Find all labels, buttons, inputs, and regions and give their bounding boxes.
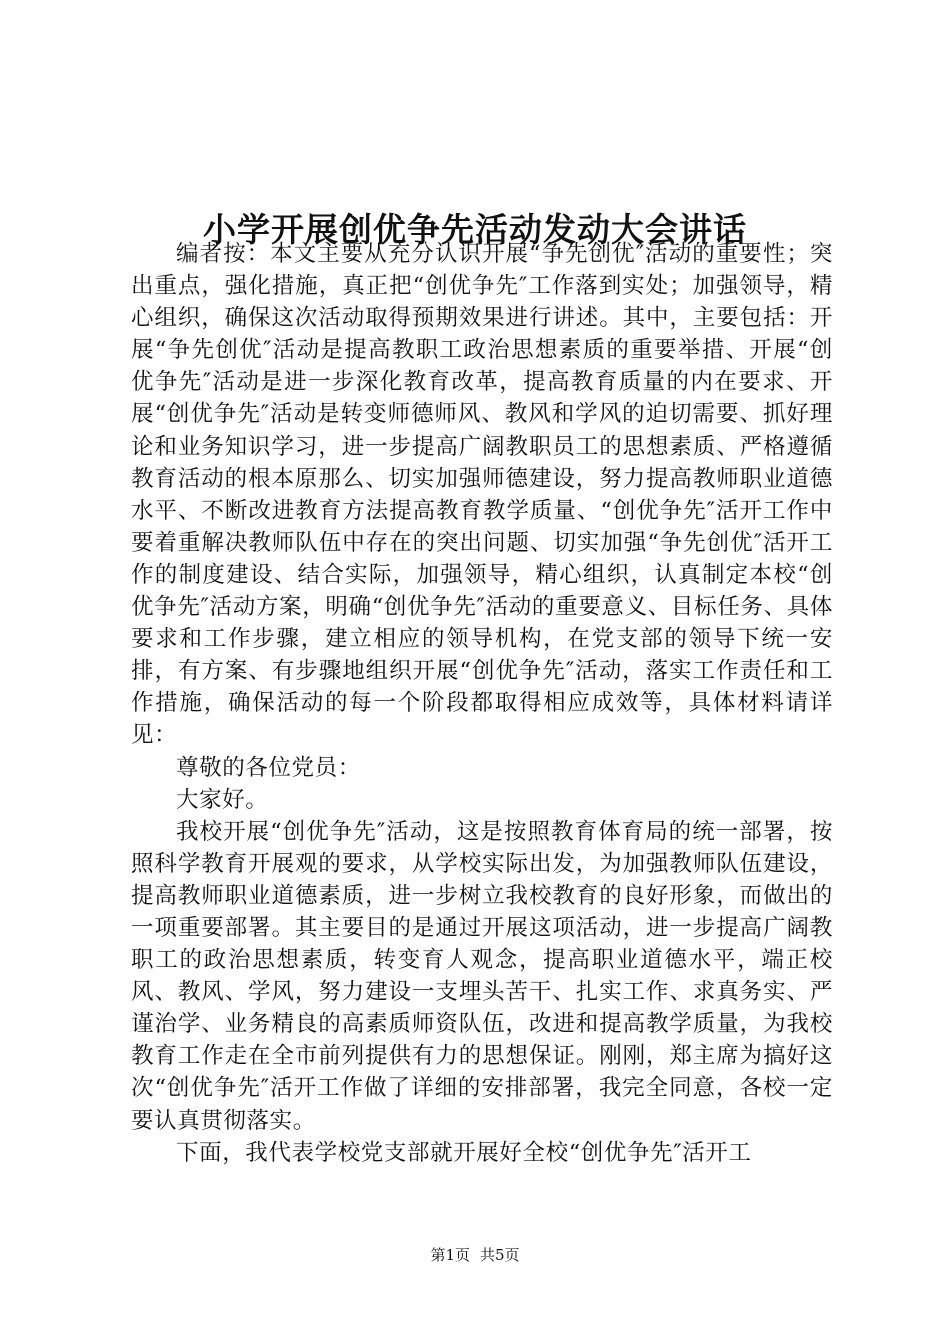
document-body [131, 238, 833, 1169]
body-paragraph-continued: 下面，我代表学校党支部就开展好全校“创优争先″活开工 [176, 1139, 752, 1166]
editor-note-paragraph: 编者按：本文主要从充分认识开展“争先创优″活动的重要性；突出重点，强化措施，真正把“创优争先″工作落到实处；加强领导，精心组织，确保这次活动取得预期效果进行讲述。其中，主要包括：开展“争先创优″活动是提高教职工政治思想素质的重要举措、开展“创优争先″活动是进一步深化教育改革，提高教育质量的内在要求、开展“创优争先″活动是转变师德师风、教风和学风的迫切需要、抓好理论和业务知识学习，进一步提高广阔教职员工的思想素质、严格遵循教育活动的根本原那么、切实加强师德建设，努力提高教师职业道德水平、不断改进教育方法提高教育教学质量、“创优争先″活开工作中要着重解决教师队伍中存在的突出问题、切实加强“争先创优″活开工作的制度建设、结合实际，加强领导，精心组织，认真制定本校“创优争先″活动方案，明确“创优争先″活动的重要意义、目标任务、具体要求和工作步骤，建立相应的领导机构，在党支部的领导下统一安排，有方案、有步骤地组织开展“创优争先″活动，落实工作责任和工作措施，确保活动的每一个阶段都取得相应成效等，具体材料请详见： [131, 241, 833, 749]
body-paragraph: 我校开展“创优争先″活动，这是按照教育体育局的统一部署，按照科学教育开展观的要求，从学校实际出发，为加强教师队伍建设，提高教师职业道德素质，进一步树立我校教育的良好形象，而做出的一项重要部署。其主要目的是通过开展这项活动，进一步提高广阔教职工的政治思想素质，转变育人观念，提高职业道德水平，端正校风、教风、学风，努力建设一支埋头苦干、扎实工作、求真务实、严谨治学、业务精良的高素质师资队伍，改进和提高教学质量，为我校教育工作走在全市前列提供有力的思想保证。刚刚，郑主席为搞好这次“创优争先″活开工作做了详细的安排部署，我完全同意，各校一定要认真贯彻落实。 [131, 818, 833, 1134]
salutation-paragraph: 尊敬的各位党员： [176, 754, 361, 781]
page-number: 第1页 [430, 1246, 470, 1264]
greeting-paragraph: 大家好。 [176, 786, 269, 813]
document-title: 小学开展创优争先活动发动大会讲话 [203, 210, 747, 250]
page-footer [0, 1245, 950, 1265]
page-total: 共5页 [480, 1246, 520, 1264]
